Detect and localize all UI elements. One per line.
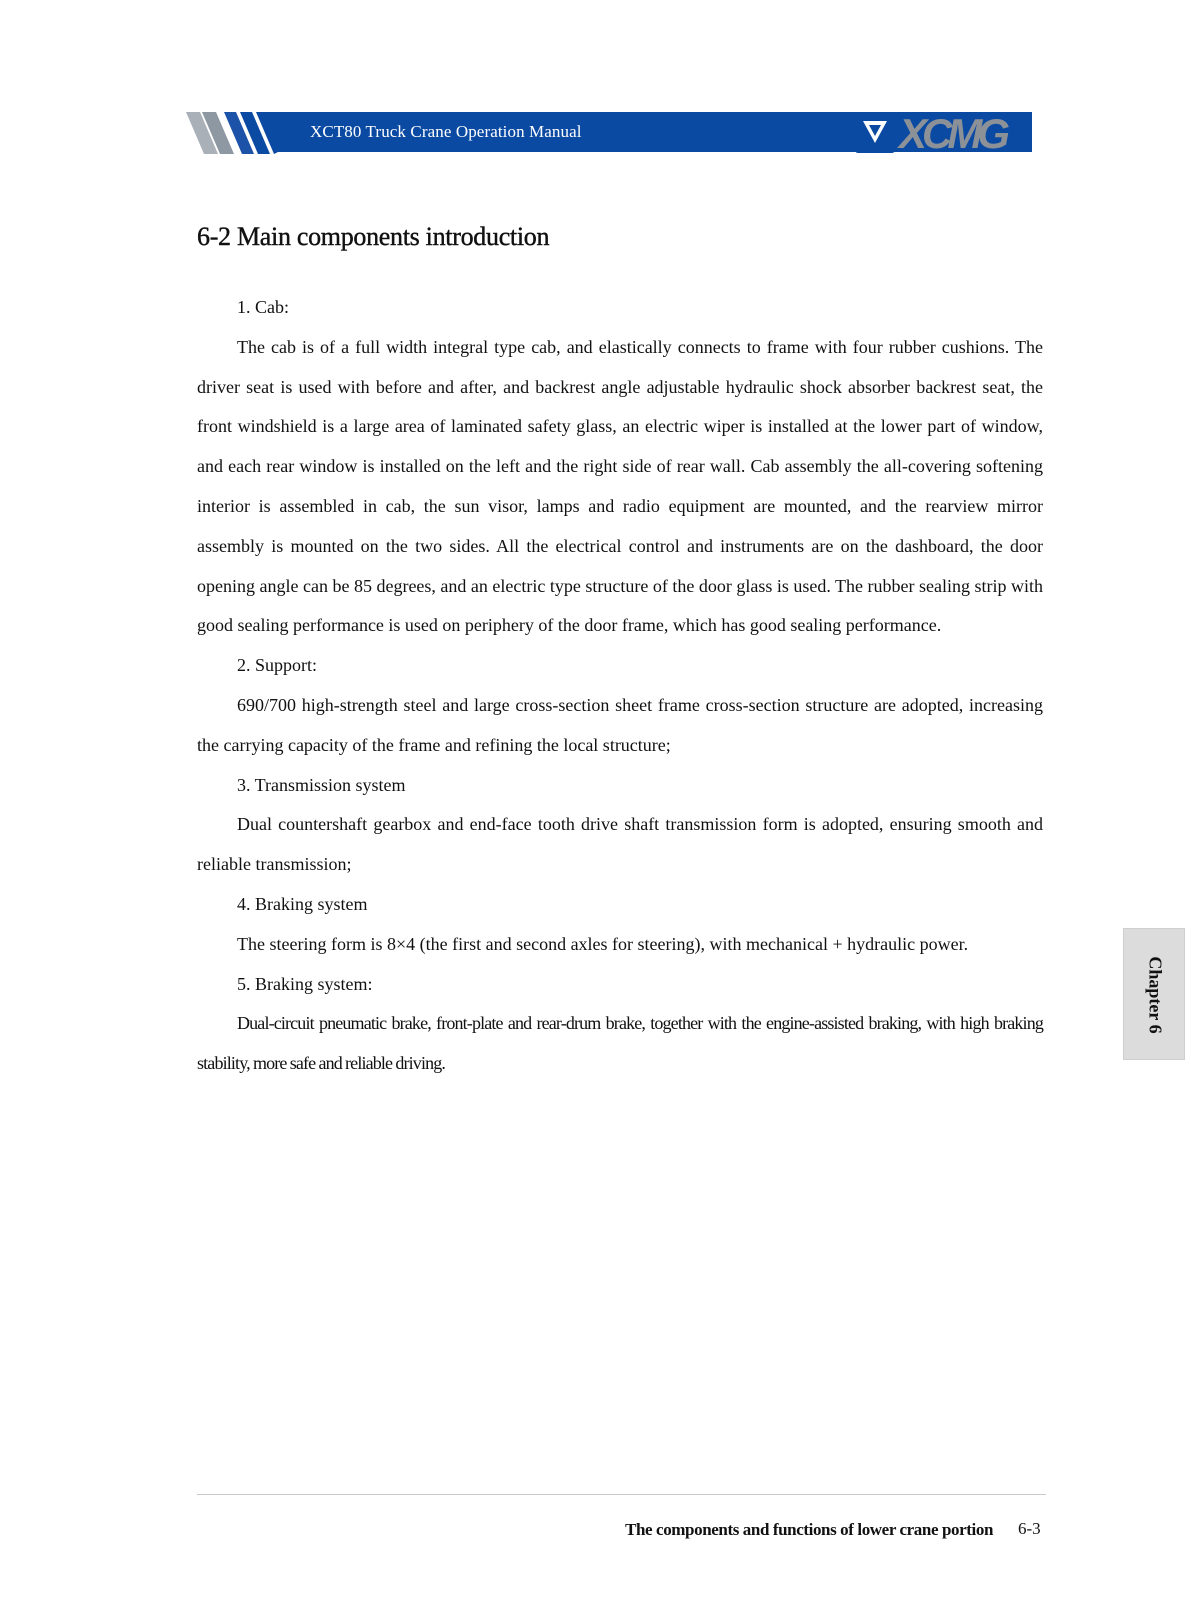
manual-title: XCT80 Truck Crane Operation Manual <box>310 122 582 141</box>
section-content <box>197 288 1043 1084</box>
xcmg-logo <box>855 112 1045 154</box>
section-title: 6-2 Main components introduction <box>197 222 550 251</box>
page-number: 6-3 <box>1018 1519 1041 1538</box>
item-text-cab: The cab is of a full width integral type cab, and elastically connects to frame with four rubber cushions. The driver seat is used with before and after, and backrest angle adjustable hydraulic shock absorber backrest seat, the front windshield is a large area of laminated safety glass, an electric wiper is installed at the lower part of window, and each rear window is installed on the left and the right side of rear wall. Cab assembly the all-covering softening interior is assembled in cab, the sun visor, lamps and radio equipment are mounted, and the rearview mirror assembly is mounted on the two sides. All the electrical control and instruments are on the dashboard, the door opening angle can be 85 degrees, and an electric type structure of the door glass is used. The rubber sealing strip with good sealing performance is used on periphery of the door frame, which has good sealing performance. <box>197 336 1043 636</box>
item-heading-braking: 5. Braking system: <box>237 973 373 994</box>
svg-text:XCMG: XCMG <box>899 112 1005 154</box>
item-heading-support: 2. Support: <box>237 655 318 676</box>
item-text-transmission: Dual countershaft gearbox and end-face tooth drive shaft transmission form is adopted, ensuring smooth and reliable transmission; <box>197 814 1043 875</box>
footer-divider <box>197 1494 1046 1495</box>
chapter-tab <box>1123 928 1185 1060</box>
item-text-support: 690/700 high-strength steel and large cross-section sheet frame cross-section structure are adopted, increasing the carrying capacity of the frame and refining the local structure; <box>197 694 1043 755</box>
item-text-steering: The steering form is 8×4 (the first and second axles for steering), with mechanical + hydraulic power. <box>237 933 969 954</box>
footer-chapter-title: The components and functions of lower crane portion <box>625 1520 993 1539</box>
chapter-tab-label: Chapter 6 <box>1145 956 1166 1034</box>
item-heading-cab: 1. Cab: <box>237 297 289 317</box>
item-heading-steering: 4. Braking system <box>237 893 368 914</box>
item-text-braking: Dual-circuit pneumatic brake, front-plate and rear-drum brake, together with the engine-assisted braking, with high braking stability, more safe and reliable driving. <box>197 1013 1043 1074</box>
item-heading-transmission: 3. Transmission system <box>237 774 406 795</box>
